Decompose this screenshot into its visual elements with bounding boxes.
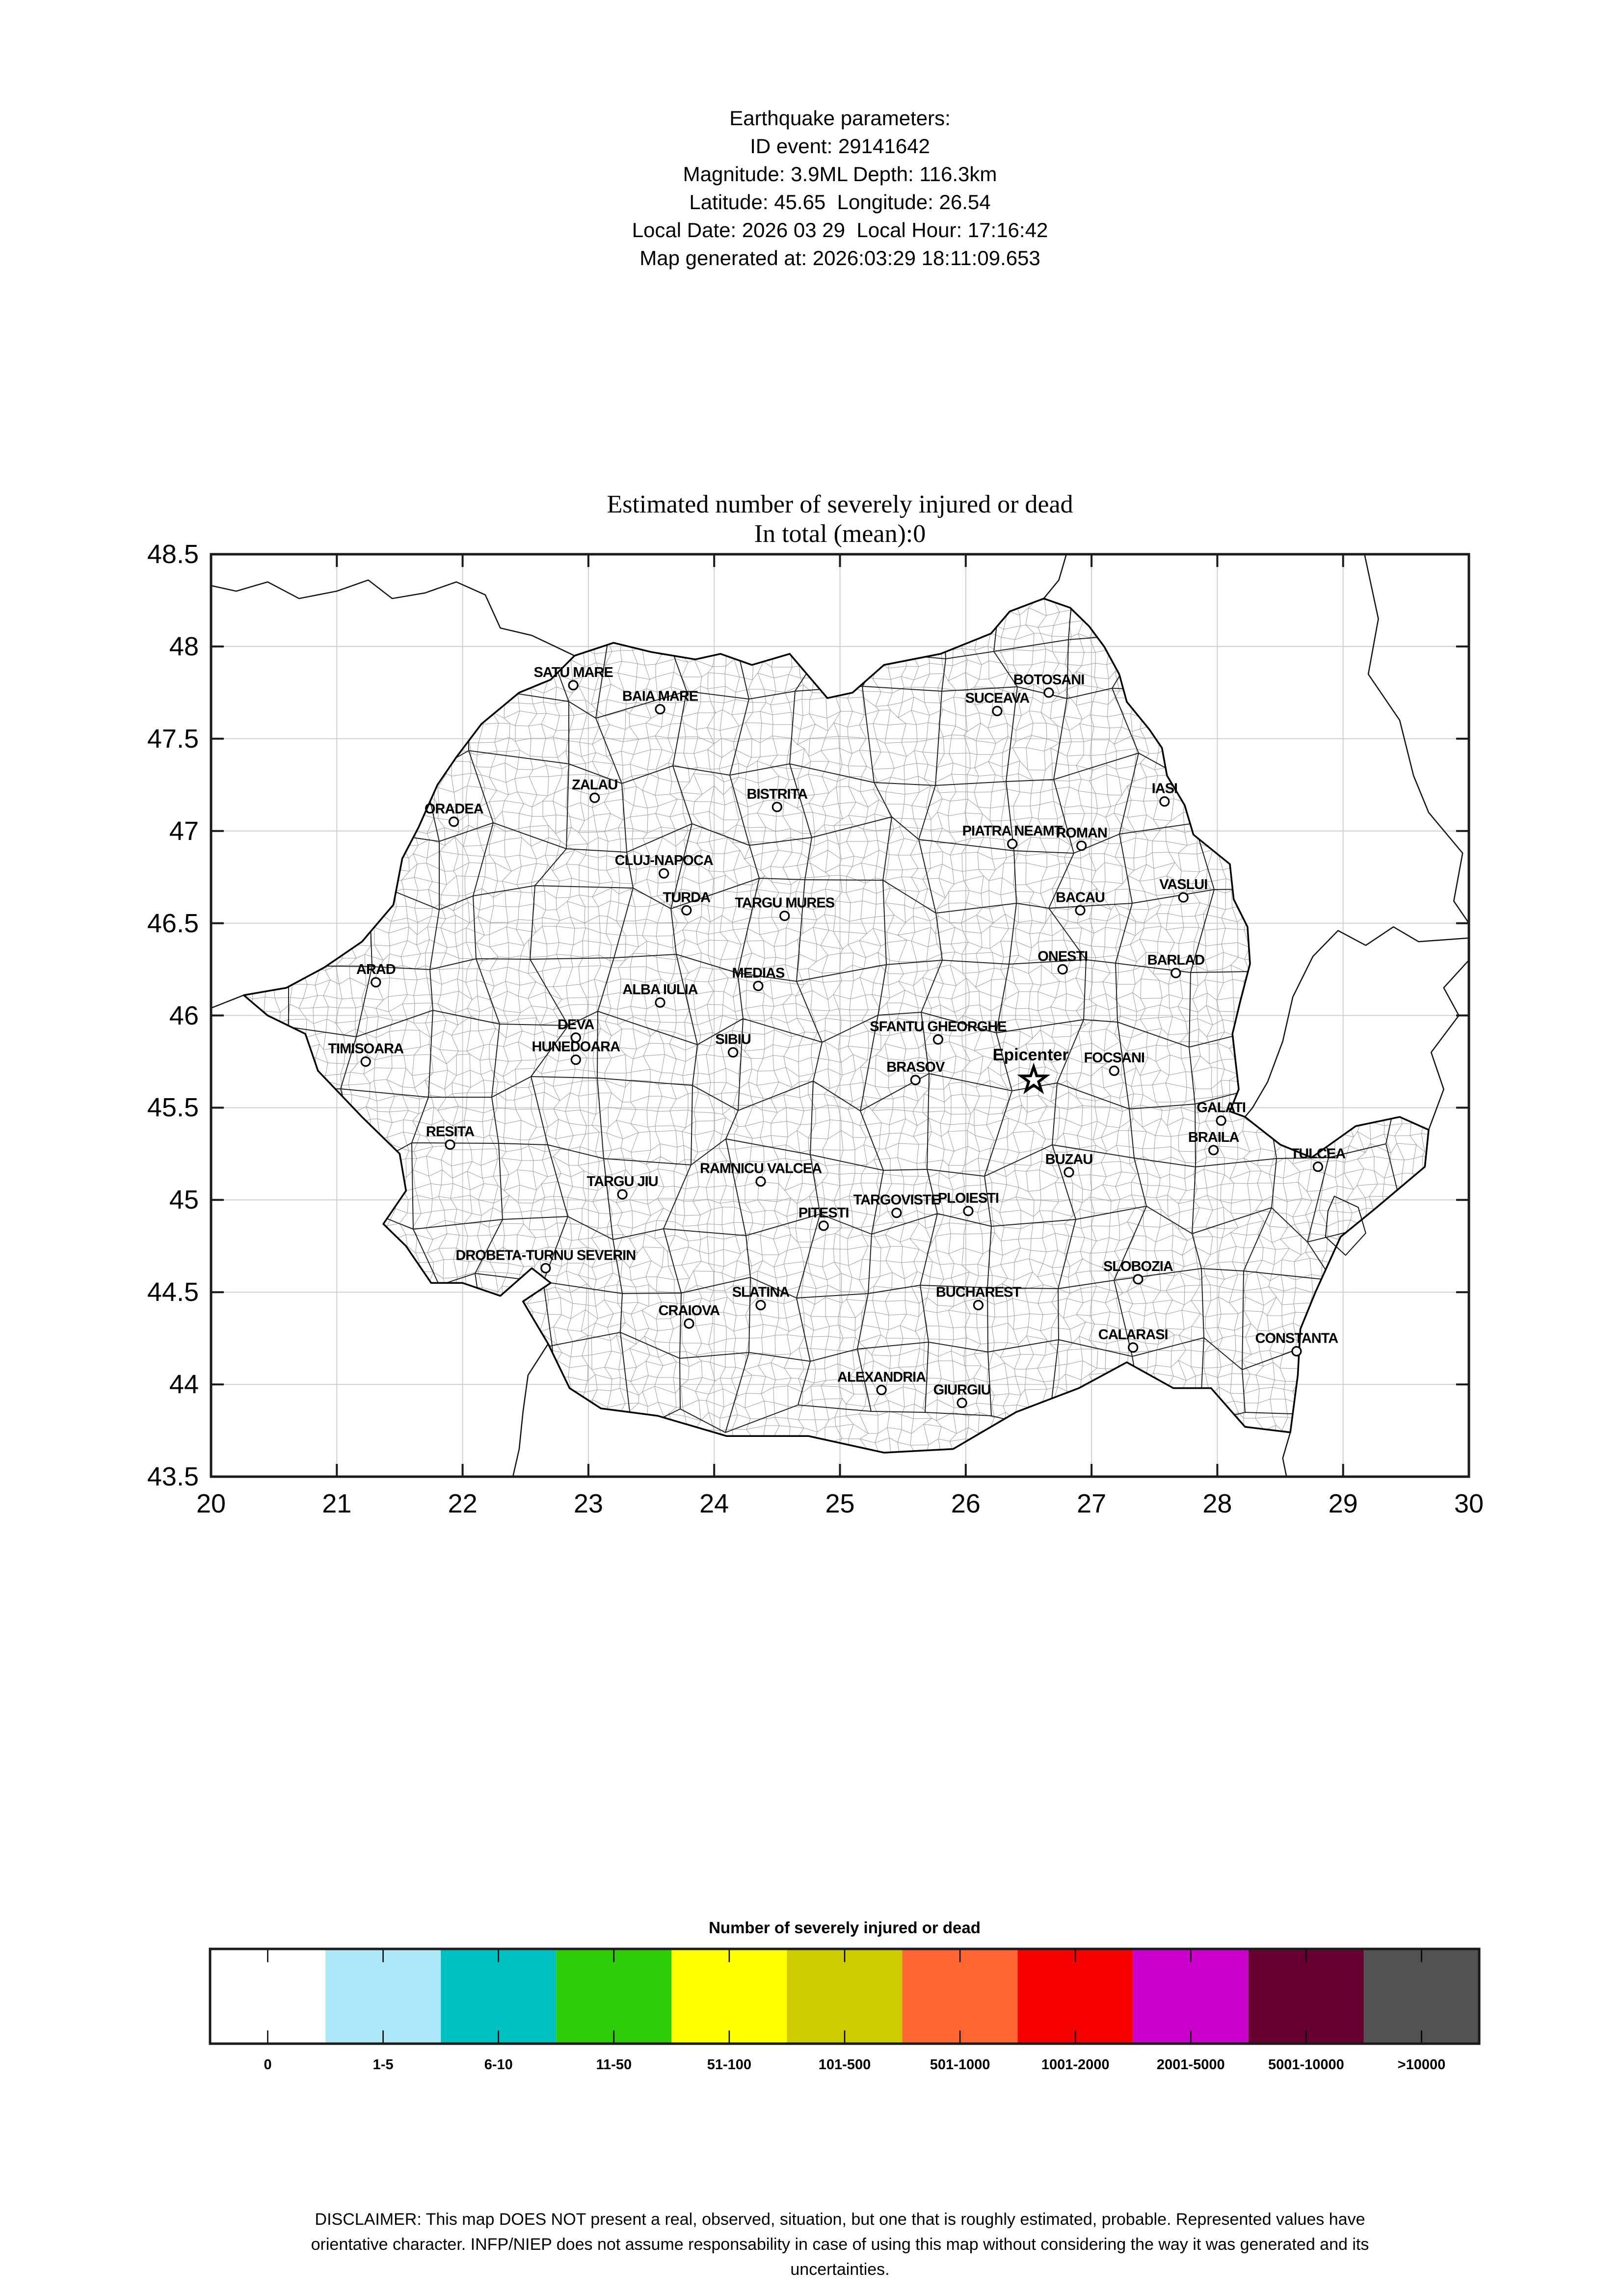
city-marker (772, 803, 781, 811)
city-label: SFANTU GHEORGHE (870, 1019, 1007, 1035)
city-marker (729, 1048, 738, 1057)
city-marker (1292, 1347, 1301, 1356)
city-label: DROBETA-TURNU SEVERIN (455, 1247, 636, 1264)
colorbar-bin (1364, 1949, 1479, 2044)
city-marker (618, 1190, 627, 1199)
city-marker (1008, 839, 1017, 848)
colorbar-bin (787, 1949, 903, 2044)
colorbar-bin-label: 5001-10000 (1268, 2057, 1344, 2073)
x-tick-label: 20 (196, 1489, 226, 1518)
city-marker (1110, 1066, 1118, 1075)
x-tick-label: 30 (1454, 1489, 1484, 1518)
colorbar-bin (1133, 1949, 1249, 2044)
city-marker (450, 817, 458, 826)
city-label: TARGU MURES (735, 895, 835, 911)
city-label: ROMAN (1056, 825, 1107, 841)
colorbar-bin-label: 501-1000 (930, 2057, 990, 2073)
city-marker (780, 912, 789, 920)
city-label: TURDA (663, 890, 711, 906)
colorbar-bin (441, 1949, 556, 2044)
city-label: ONESTI (1038, 948, 1088, 965)
city-marker (682, 906, 691, 915)
city-marker (361, 1057, 370, 1066)
map-title-line2: In total (mean):0 (754, 520, 926, 548)
city-label: PITESTI (798, 1205, 849, 1221)
city-label: HUNEDOARA (532, 1039, 620, 1055)
city-marker (590, 793, 599, 802)
city-label: TARGU JIU (586, 1174, 658, 1189)
y-tick-label: 43.5 (147, 1462, 199, 1491)
city-label: ALEXANDRIA (837, 1369, 926, 1385)
city-label: BRAILA (1188, 1129, 1239, 1145)
romania-casualty-map (211, 554, 1469, 1477)
city-marker (892, 1209, 901, 1217)
city-label: IASI (1151, 781, 1178, 797)
city-marker (974, 1301, 983, 1310)
city-marker (756, 1177, 765, 1186)
header-line: Map generated at: 2026:03:29 18:11:09.653 (639, 246, 1040, 270)
header-line: Local Date: 2026 03 29 Local Hour: 17:16:42 (632, 218, 1048, 242)
city-label: BARLAD (1147, 952, 1205, 969)
colorbar-bin (556, 1949, 671, 2044)
city-marker (1064, 1168, 1073, 1177)
city-label: SLATINA (732, 1284, 790, 1300)
city-label: TULCEA (1290, 1146, 1346, 1162)
city-marker (1077, 841, 1086, 850)
city-marker (911, 1076, 920, 1084)
city-marker (446, 1140, 454, 1149)
city-label: SATU MARE (533, 664, 613, 680)
city-label: BAIA MARE (622, 688, 698, 704)
colorbar-bin (903, 1949, 1018, 2044)
city-label: PIATRA NEAMT (962, 823, 1063, 839)
header-line: Earthquake parameters: (729, 107, 951, 130)
city-label: RESITA (426, 1124, 475, 1140)
city-label: BOTOSANI (1013, 672, 1085, 688)
city-marker (372, 978, 380, 987)
city-marker (1209, 1146, 1218, 1155)
city-label: CALARASI (1098, 1326, 1168, 1343)
city-marker (1171, 969, 1180, 977)
city-label: RAMNICU VALCEA (699, 1161, 822, 1177)
city-label: SLOBOZIA (1103, 1258, 1173, 1274)
city-label: ALBA IULIA (622, 982, 698, 998)
header-line: Magnitude: 3.9ML Depth: 116.3km (683, 162, 997, 186)
disclaimer-line: uncertainties. (790, 2260, 890, 2279)
x-tick-label: 28 (1202, 1489, 1232, 1518)
y-tick-label: 46.5 (147, 908, 199, 938)
city-label: TARGOVISTE (853, 1192, 940, 1208)
city-marker (877, 1385, 886, 1394)
x-tick-label: 24 (699, 1489, 729, 1518)
colorbar-bin-label: 101-500 (818, 2057, 871, 2073)
city-label: CLUJ-NAPOCA (614, 853, 713, 869)
city-label: BISTRITA (746, 786, 808, 802)
colorbar-bin-label: >10000 (1397, 2057, 1446, 2073)
city-marker (993, 706, 1002, 715)
colorbar-bin-label: 1001-2000 (1041, 2057, 1110, 2073)
y-tick-label: 48.5 (147, 540, 199, 569)
colorbar-bin (671, 1949, 787, 2044)
city-label: BRASOV (886, 1059, 945, 1075)
city-marker (569, 681, 578, 690)
city-label: PLOIESTI (937, 1190, 999, 1206)
city-label: SUCEAVA (965, 690, 1030, 706)
city-marker (1217, 1116, 1225, 1125)
city-label: ZALAU (572, 777, 618, 793)
y-tick-label: 45 (169, 1185, 199, 1215)
y-tick-label: 44 (169, 1370, 199, 1400)
city-marker (1129, 1343, 1138, 1352)
colorbar-bin-label: 0 (264, 2057, 272, 2073)
city-marker (754, 981, 763, 990)
colorbar-bin-label: 6-10 (484, 2057, 513, 2073)
city-label: CRAIOVA (658, 1303, 720, 1319)
y-tick-label: 46 (169, 1000, 199, 1030)
city-marker (1076, 906, 1085, 915)
city-marker (1044, 688, 1053, 697)
city-marker (656, 998, 665, 1007)
city-marker (1313, 1162, 1322, 1171)
city-marker (1058, 965, 1067, 974)
city-label: DEVA (558, 1017, 594, 1033)
x-tick-label: 26 (951, 1489, 981, 1518)
disclaimer-line: orientative character. INFP/NIEP does not assume responsability in case of using this map without considering the way it was generated and its (311, 2235, 1369, 2254)
city-marker (685, 1319, 693, 1328)
city-label: GIURGIU (933, 1382, 991, 1398)
header-line: ID event: 29141642 (750, 135, 930, 158)
map-title-line1: Estimated number of severely injured or dead (607, 490, 1073, 518)
city-marker (964, 1207, 973, 1216)
x-tick-label: 21 (322, 1489, 352, 1518)
city-label: MEDIAS (732, 965, 785, 981)
city-marker (1134, 1275, 1143, 1284)
x-tick-label: 23 (573, 1489, 603, 1518)
header-line: Latitude: 45.65 Longitude: 26.54 (689, 190, 991, 214)
city-label: ORADEA (424, 801, 483, 817)
x-tick-label: 27 (1077, 1489, 1107, 1518)
city-label: ARAD (356, 961, 396, 977)
city-label: FOCSANI (1084, 1050, 1144, 1066)
colorbar-bin-label: 1-5 (372, 2057, 394, 2073)
disclaimer-line: DISCLAIMER: This map DOES NOT present a real, observed, situation, but one that is roughly estimated, probable. Represented values have (315, 2210, 1365, 2229)
city-label: BACAU (1056, 890, 1105, 906)
colorbar-bin (210, 1949, 325, 2044)
x-tick-label: 29 (1328, 1489, 1358, 1518)
y-tick-label: 47.5 (147, 724, 199, 754)
epicenter-label: Epicenter (992, 1046, 1069, 1064)
colorbar-title: Number of severely injured or dead (709, 1918, 981, 1937)
city-label: TIMISOARA (328, 1041, 404, 1057)
colorbar-bin (1249, 1949, 1364, 2044)
city-label: BUCHAREST (935, 1284, 1021, 1300)
city-marker (660, 869, 668, 878)
romania-border (244, 598, 1429, 1453)
city-marker (1160, 797, 1169, 806)
colorbar-bin-label: 11-50 (596, 2057, 632, 2073)
colorbar-bin (1018, 1949, 1133, 2044)
city-marker (1179, 893, 1188, 902)
city-marker (541, 1264, 550, 1272)
y-tick-label: 45.5 (147, 1093, 199, 1123)
city-marker (571, 1055, 580, 1064)
colorbar-bin (325, 1949, 441, 2044)
city-marker (756, 1301, 765, 1310)
city-label: CONSTANTA (1255, 1330, 1338, 1347)
colorbar-bin-label: 2001-5000 (1156, 2057, 1225, 2073)
y-tick-label: 48 (169, 631, 199, 661)
x-tick-label: 25 (825, 1489, 855, 1518)
colorbar (210, 1949, 1479, 2044)
x-tick-label: 22 (448, 1489, 478, 1518)
city-marker (819, 1221, 828, 1230)
city-label: GALATI (1197, 1100, 1246, 1116)
city-marker (958, 1399, 966, 1407)
y-tick-label: 47 (169, 816, 199, 846)
city-label: BUZAU (1045, 1151, 1093, 1167)
colorbar-bin-label: 51-100 (707, 2057, 752, 2073)
city-marker (933, 1035, 942, 1044)
city-marker (656, 705, 665, 714)
y-tick-label: 44.5 (147, 1277, 199, 1307)
city-label: VASLUI (1159, 877, 1208, 892)
city-label: SIBIU (715, 1031, 751, 1048)
